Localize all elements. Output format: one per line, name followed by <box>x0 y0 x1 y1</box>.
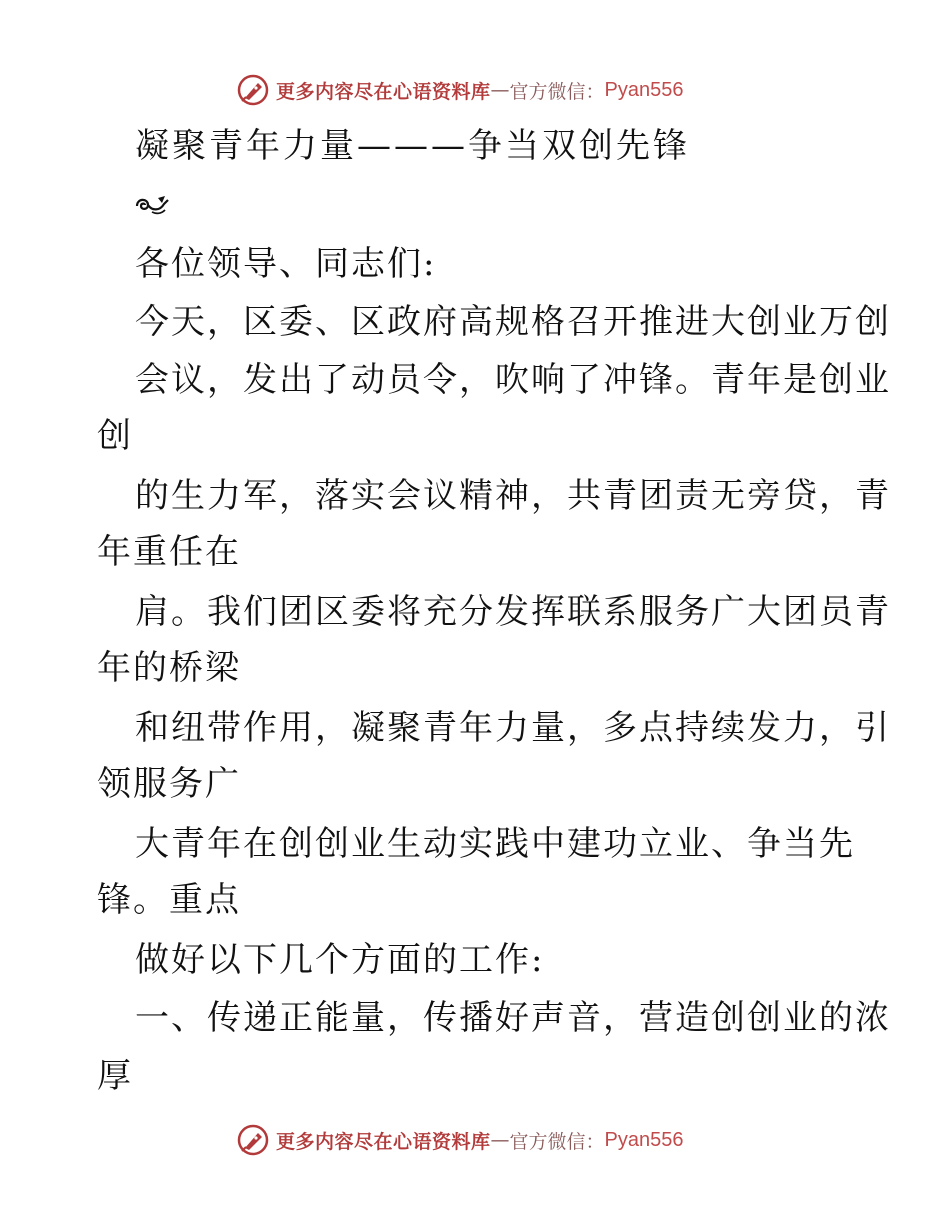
banner-wechat-label: 官方微信： <box>509 80 605 103</box>
body-line: 一、传递正能量，传播好声音，营造创创业的浓 <box>135 998 891 1038</box>
banner-wechat-id: Pyan556 <box>604 1128 684 1151</box>
body-line: 做好以下几个方面的工作: <box>135 940 545 980</box>
body-line: 今天，区委、区政府高规格召开推进大创业万创 <box>135 302 891 342</box>
document-title: 凝聚青年力量———争当双创先锋 <box>135 126 690 166</box>
body-line: 厚 <box>97 1056 133 1096</box>
body-line: 肩。我们团区委将充分发挥联系服务广大团员青 <box>135 592 891 632</box>
body-line: 创 <box>97 416 133 456</box>
banner-main-text: 更多内容尽在心语资料库 <box>276 1130 491 1153</box>
pen-nib-circle-icon <box>236 1123 270 1157</box>
body-line: 锋。重点 <box>97 880 241 920</box>
banner-wechat-id: Pyan556 <box>604 78 684 101</box>
body-line: 年的桥梁 <box>97 648 241 688</box>
pen-nib-circle-icon <box>236 73 270 107</box>
body-line: 各位领导、同志们: <box>135 244 437 284</box>
banner-dash: — <box>490 79 510 101</box>
scroll-ornament-icon <box>134 192 170 216</box>
header-banner <box>236 72 684 108</box>
body-line: 领服务广 <box>97 764 241 804</box>
banner-dash: — <box>490 1129 510 1151</box>
body-line: 大青年在创创业生动实践中建功立业、争当先 <box>135 824 855 864</box>
body-line: 和纽带作用，凝聚青年力量，多点持续发力，引 <box>135 708 891 748</box>
body-line: 的生力军，落实会议精神，共青团责无旁贷，青 <box>135 476 891 516</box>
footer-banner <box>236 1122 684 1158</box>
banner-main-text: 更多内容尽在心语资料库 <box>276 80 491 103</box>
body-line: 年重任在 <box>97 532 241 572</box>
body-line: 会议，发出了动员令，吹响了冲锋。青年是创业 <box>135 360 891 400</box>
banner-wechat-label: 官方微信： <box>509 1130 605 1153</box>
